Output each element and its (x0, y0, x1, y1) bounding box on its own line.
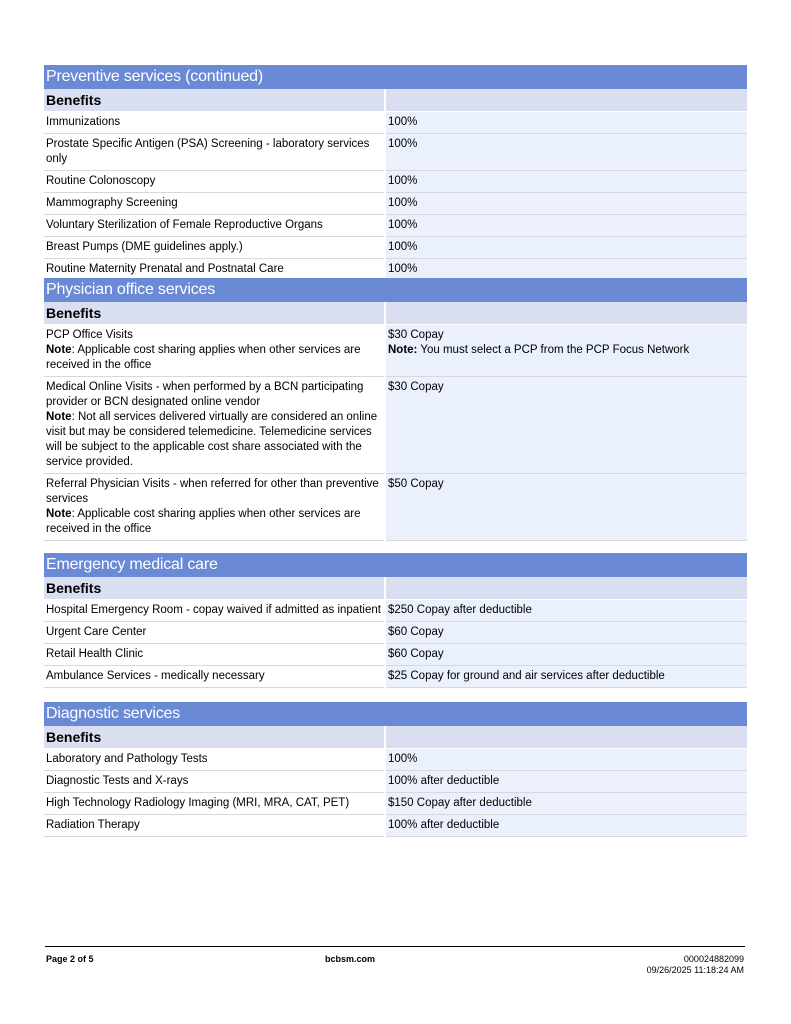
coverage-cell: 100% (385, 171, 747, 193)
table-row (44, 749, 747, 771)
website: bcbsm.com (325, 954, 376, 964)
table-row (44, 325, 747, 377)
coverage-cell: $25 Copay for ground and air services after deductible (385, 666, 747, 688)
benefits-header: Benefits (44, 577, 385, 600)
coverage-cell: 100% after deductible (385, 771, 747, 793)
table-row (44, 193, 747, 215)
section-title: Diagnostic services (44, 702, 747, 726)
benefits-table (44, 302, 747, 541)
benefit-text: PCP Office Visits (46, 329, 133, 341)
benefit-cell: Urgent Care Center (44, 622, 385, 644)
note-text: : Applicable cost sharing applies when other services are received in the office (46, 508, 361, 535)
table-header-row (44, 89, 747, 112)
coverage-cell: $60 Copay (385, 622, 747, 644)
benefits-table (44, 577, 747, 688)
coverage-text: $30 Copay (388, 329, 444, 341)
benefit-cell: Routine Maternity Prenatal and Postnatal Care (44, 259, 385, 281)
diagnostic-services-section (44, 702, 747, 837)
coverage-cell: 100% (385, 134, 747, 171)
note-text: : Not all services delivered virtually are considered an online visit but may be considered telemedicine. Telemedicine services will be subject to the applicable cost share associated with the service provided. (46, 411, 378, 468)
benefits-table (44, 726, 747, 837)
table-header-row (44, 302, 747, 325)
physician-office-services-section (44, 278, 747, 541)
coverage-cell: $150 Copay after deductible (385, 793, 747, 815)
benefits-header: Benefits (44, 89, 385, 112)
coverage-cell: $30 Copay (385, 377, 747, 474)
table-row (44, 377, 747, 474)
coverage-cell: 100% (385, 259, 747, 281)
benefit-cell: Routine Colonoscopy (44, 171, 385, 193)
document-timestamp: 09/26/2025 11:18:24 AM (646, 965, 744, 975)
note-label: Note (46, 411, 72, 423)
benefit-cell: Retail Health Clinic (44, 644, 385, 666)
table-row (44, 644, 747, 666)
coverage-header (385, 89, 747, 112)
preventive-services-section (44, 65, 747, 281)
benefit-text: Referral Physician Visits - when referred for other than preventive services (46, 478, 379, 505)
benefits-header: Benefits (44, 302, 385, 325)
benefit-cell: High Technology Radiology Imaging (MRI, MRA, CAT, PET) (44, 793, 385, 815)
section-title: Physician office services (44, 278, 747, 302)
benefit-cell: Breast Pumps (DME guidelines apply.) (44, 237, 385, 259)
benefit-cell: Laboratory and Pathology Tests (44, 749, 385, 771)
page-footer (45, 946, 745, 975)
table-header-row (44, 577, 747, 600)
benefit-cell (44, 377, 385, 474)
note-label: Note (46, 344, 72, 356)
table-row (44, 171, 747, 193)
table-header-row (44, 726, 747, 749)
section-title: Emergency medical care (44, 553, 747, 577)
coverage-cell: 100% (385, 237, 747, 259)
table-row (44, 134, 747, 171)
page-number: Page 2 of 5 (46, 954, 94, 964)
benefit-cell: Diagnostic Tests and X-rays (44, 771, 385, 793)
table-row (44, 793, 747, 815)
coverage-header (385, 726, 747, 749)
coverage-cell: 100% (385, 193, 747, 215)
benefit-cell: Ambulance Services - medically necessary (44, 666, 385, 688)
table-row (44, 771, 747, 793)
coverage-cell: $50 Copay (385, 474, 747, 541)
coverage-cell: 100% after deductible (385, 815, 747, 837)
benefit-cell: Prostate Specific Antigen (PSA) Screening - laboratory services only (44, 134, 385, 171)
table-row (44, 215, 747, 237)
coverage-cell: $250 Copay after deductible (385, 600, 747, 622)
benefits-header: Benefits (44, 726, 385, 749)
benefit-text: Medical Online Visits - when performed by a BCN participating provider or BCN designated online vendor (46, 381, 364, 408)
coverage-cell: 100% (385, 215, 747, 237)
benefit-cell: Voluntary Sterilization of Female Reproductive Organs (44, 215, 385, 237)
table-row (44, 600, 747, 622)
coverage-header (385, 302, 747, 325)
table-row (44, 666, 747, 688)
benefit-cell: Mammography Screening (44, 193, 385, 215)
table-row (44, 112, 747, 134)
document-info (647, 954, 744, 976)
benefits-table (44, 89, 747, 281)
benefit-cell: Radiation Therapy (44, 815, 385, 837)
coverage-header (385, 577, 747, 600)
coverage-cell: $60 Copay (385, 644, 747, 666)
benefit-cell (44, 325, 385, 377)
benefit-cell: Hospital Emergency Room - copay waived if admitted as inpatient (44, 600, 385, 622)
note-label: Note (46, 508, 72, 520)
emergency-medical-care-section (44, 553, 747, 688)
table-row (44, 237, 747, 259)
section-title: Preventive services (continued) (44, 65, 747, 89)
coverage-cell (385, 325, 747, 377)
footer-divider (45, 946, 745, 947)
benefit-cell: Immunizations (44, 112, 385, 134)
table-row (44, 474, 747, 541)
benefit-cell (44, 474, 385, 541)
coverage-note-text: You must select a PCP from the PCP Focus Network (417, 344, 690, 356)
table-row (44, 622, 747, 644)
coverage-note-label: Note: (388, 344, 418, 356)
document-id: 000024882099 (683, 954, 744, 964)
table-row (44, 815, 747, 837)
coverage-cell: 100% (385, 749, 747, 771)
coverage-cell: 100% (385, 112, 747, 134)
note-text: : Applicable cost sharing applies when other services are received in the office (46, 344, 361, 371)
